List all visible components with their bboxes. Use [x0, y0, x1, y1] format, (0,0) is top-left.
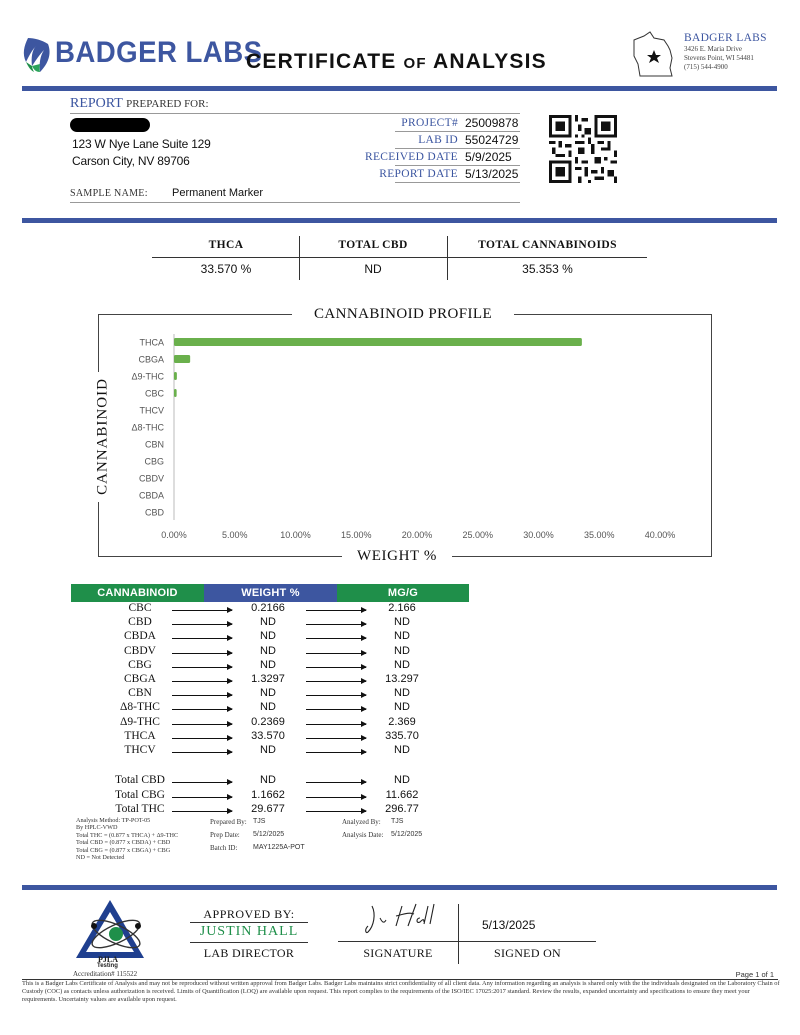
client-address-line-1: 123 W Nye Lane Suite 129 — [72, 137, 211, 151]
sample-name-label: SAMPLE NAME: — [70, 188, 148, 199]
category-label-6: CBN — [144, 439, 164, 450]
table-row-8-name: Δ9-THC — [120, 715, 160, 728]
total-row-2-mgg: 296.77 — [385, 803, 419, 815]
logo-text: BADGER LABS — [55, 36, 263, 69]
method-line-2: By HPLC-VWD — [76, 824, 118, 832]
signature-image — [362, 900, 452, 938]
table-row-7-name: Δ8-THC — [120, 701, 160, 714]
method-notes — [76, 817, 178, 861]
total-row-2-name: Total THC — [115, 803, 165, 815]
bar-3 — [174, 389, 177, 397]
table-row-4-mgg: ND — [394, 658, 410, 671]
summary-total-cannabinoids-label: TOTAL CANNABINOIDS — [478, 239, 617, 251]
x-axis-label: WEIGHT % — [357, 548, 437, 564]
bar-1 — [174, 355, 190, 363]
summary-thca-value: 33.570 % — [200, 262, 252, 276]
total-row-0-mgg: ND — [394, 774, 410, 786]
x-tick-label-8: 40.00% — [644, 530, 676, 540]
method-line-5: Total CBG = (0.877 x CBGA) + CBG — [76, 846, 171, 854]
table-row-0-mgg: 2.166 — [388, 602, 416, 614]
category-label-0: THCA — [139, 337, 164, 348]
x-tick-label-3: 15.00% — [340, 530, 372, 540]
results-table-header — [71, 584, 469, 602]
analyzed-by-label: Analyzed By: — [342, 818, 381, 826]
category-label-7: CBG — [144, 456, 164, 467]
signed-date: 5/13/2025 — [482, 918, 536, 932]
table-row-10-weight: ND — [260, 744, 276, 756]
lab-phone: (715) 544-4900 — [684, 63, 728, 71]
total-row-0-name: Total CBD — [115, 774, 165, 786]
table-row-4-weight: ND — [260, 658, 276, 671]
y-axis-label: CANNABINOID — [94, 378, 111, 495]
total-row-1-mgg: 11.662 — [385, 788, 419, 801]
lab-address-line-2: Stevens Point, WI 54481 — [684, 54, 754, 62]
approver-title: LAB DIRECTOR — [203, 946, 295, 960]
total-row-0-weight: ND — [260, 774, 276, 786]
approved-by-label: APPROVED BY: — [203, 907, 295, 921]
category-label-10: CBD — [144, 507, 164, 518]
report-date-label: REPORT DATE — [379, 168, 458, 180]
batch-id-label: Batch ID: — [210, 844, 238, 852]
x-tick-label-4: 20.00% — [401, 530, 433, 540]
method-line-4: Total CBD = (0.877 x CBDA) + CBD — [76, 839, 171, 847]
table-row-1-mgg: ND — [394, 616, 410, 629]
summary-total-cannabinoids-value: 35.353 % — [522, 262, 573, 276]
signed-on-label: SIGNED ON — [493, 946, 562, 960]
table-row-0-name: CBC — [128, 602, 152, 614]
table-row-2-mgg: ND — [394, 630, 410, 643]
category-label-9: CBDA — [138, 490, 164, 501]
summary-total-cbd-value: ND — [364, 262, 382, 276]
notes-divider — [22, 885, 777, 890]
category-label-2: Δ9-THC — [131, 371, 164, 382]
table-row-2-weight: ND — [260, 630, 276, 643]
approved-by-underline — [190, 922, 308, 923]
title-word-analysis: ANALYSIS — [433, 50, 547, 73]
approver-name: JUSTIN HALL — [199, 924, 299, 939]
x-tick-label-7: 35.00% — [583, 530, 615, 540]
col-header-mgg: MG/G — [337, 584, 469, 602]
lab-id-label: LAB ID — [418, 134, 458, 146]
bar-2 — [174, 372, 177, 380]
chart-title: CANNABINOID PROFILE — [313, 306, 493, 322]
signature-underline — [338, 941, 596, 942]
category-label-5: Δ8-THC — [131, 422, 164, 433]
table-row-3-mgg: ND — [394, 644, 410, 657]
lab-name: BADGER LABS — [684, 32, 767, 44]
page-number: Page 1 of 1 — [735, 970, 774, 979]
col-header-cannabinoid: CANNABINOID — [71, 584, 204, 602]
title-word-certificate: CERTIFICATE — [246, 50, 397, 73]
table-row-5-mgg: 13.297 — [385, 673, 419, 685]
prep-date-value: 5/12/2025 — [253, 831, 285, 838]
lab-address-line-1: 3426 E. Maria Drive — [684, 45, 742, 53]
table-row-5-weight: 1.3297 — [251, 673, 285, 685]
table-row-3-weight: ND — [260, 644, 276, 657]
received-date-value: 5/9/2025 — [465, 150, 512, 164]
project-label: PROJECT# — [401, 117, 458, 129]
method-line-3: Total THC = (0.877 x THCA) + Δ9-THC — [76, 831, 179, 839]
sample-name-value: Permanent Marker — [172, 187, 264, 199]
table-row-8-weight: 0.2369 — [251, 715, 285, 728]
client-address-line-2: Carson City, NV 89706 — [72, 154, 190, 168]
table-row-6-weight: ND — [260, 687, 276, 700]
total-row-1-name: Total CBG — [115, 788, 165, 801]
prepared-by-value: TJS — [253, 818, 266, 825]
accreditor-sub: Testing — [97, 963, 118, 969]
method-line-1: Analysis Method: TP-POT-05 — [76, 817, 151, 824]
table-row-6-name: CBN — [128, 687, 152, 700]
table-row-9-mgg: 335.70 — [385, 729, 419, 742]
batch-id-value: MAY1225A-POT — [253, 844, 305, 851]
pjla-logo-icon — [72, 896, 168, 966]
report-date-value: 5/13/2025 — [465, 167, 519, 181]
table-row-8-mgg: 2.369 — [388, 715, 416, 728]
col-header-weight: WEIGHT % — [204, 584, 337, 602]
x-tick-label-6: 30.00% — [523, 530, 554, 540]
total-row-1-weight: 1.1662 — [251, 788, 285, 801]
x-tick-label-1: 5.00% — [221, 530, 248, 540]
accreditation-number: Accreditation# 115522 — [73, 970, 138, 978]
table-row-2-name: CBDA — [124, 630, 156, 643]
summary-thca-label: THCA — [208, 239, 244, 251]
footer-disclaimer: This is a Badger Labs Certificate of Analysis and may not be reproduced without written approval from Badger Labs. Badger Labs maintains strict confidentiality of all client data. Any information regarding an analysis is shared only with the the individuals designated on the Laboratory Chain of Custody (COC) as contacts unless authorization is received. Limits of Quantification (LOQ) are available upon request. This report complies to the requirements of the ISO/IEC 17025:2017 standard. Review the results, expanded uncertainty and specifications to ensure they meet your requirements. Uncertainty values are available upon request. — [22, 980, 780, 1004]
prep-date-label: Prep Date: — [210, 831, 240, 839]
category-label-1: CBGA — [138, 354, 164, 365]
category-label-8: CBDV — [138, 473, 164, 484]
table-row-9-weight: 33.570 — [251, 729, 285, 742]
accreditor-name: PJLA — [98, 955, 118, 964]
table-row-3-name: CBDV — [124, 644, 156, 657]
bar-0 — [174, 338, 582, 346]
project-value: 25009878 — [465, 116, 519, 130]
x-tick-label-0: 0.00% — [161, 530, 187, 540]
x-tick-label-5: 25.00% — [462, 530, 494, 540]
analysis-date-value: 5/12/2025 — [391, 831, 423, 838]
total-row-2-weight: 29.677 — [251, 803, 285, 815]
title-word-of: OF — [403, 55, 427, 72]
prepared-by-label: Prepared By: — [210, 818, 247, 826]
analyzed-by-value: TJS — [391, 818, 404, 825]
table-row-5-name: CBGA — [124, 673, 156, 685]
x-tick-label-2: 10.00% — [280, 530, 311, 540]
category-label-4: THCV — [139, 405, 164, 416]
report-label: REPORT — [70, 96, 123, 111]
prepared-for-label: PREPARED FOR: — [126, 98, 209, 110]
table-row-6-mgg: ND — [394, 687, 410, 700]
table-row-10-mgg: ND — [394, 744, 410, 756]
table-row-7-mgg: ND — [394, 701, 410, 714]
table-row-10-name: THCV — [124, 744, 156, 756]
table-row-4-name: CBG — [128, 658, 152, 671]
signature-label: SIGNATURE — [363, 946, 433, 960]
category-label-3: CBC — [144, 388, 164, 399]
method-line-6: ND = Not Detected — [76, 854, 125, 862]
lab-id-value: 55024729 — [465, 133, 519, 147]
table-row-9-name: THCA — [124, 729, 156, 742]
analysis-date-label: Analysis Date: — [342, 831, 384, 839]
summary-total-cbd-label: TOTAL CBD — [338, 239, 408, 251]
approver-name-underline — [190, 942, 308, 943]
table-row-7-weight: ND — [260, 701, 276, 714]
received-date-label: RECEIVED DATE — [364, 151, 458, 163]
table-row-1-name: CBD — [128, 616, 152, 629]
table-row-0-weight: 0.2166 — [251, 602, 285, 614]
table-row-1-weight: ND — [260, 616, 276, 629]
